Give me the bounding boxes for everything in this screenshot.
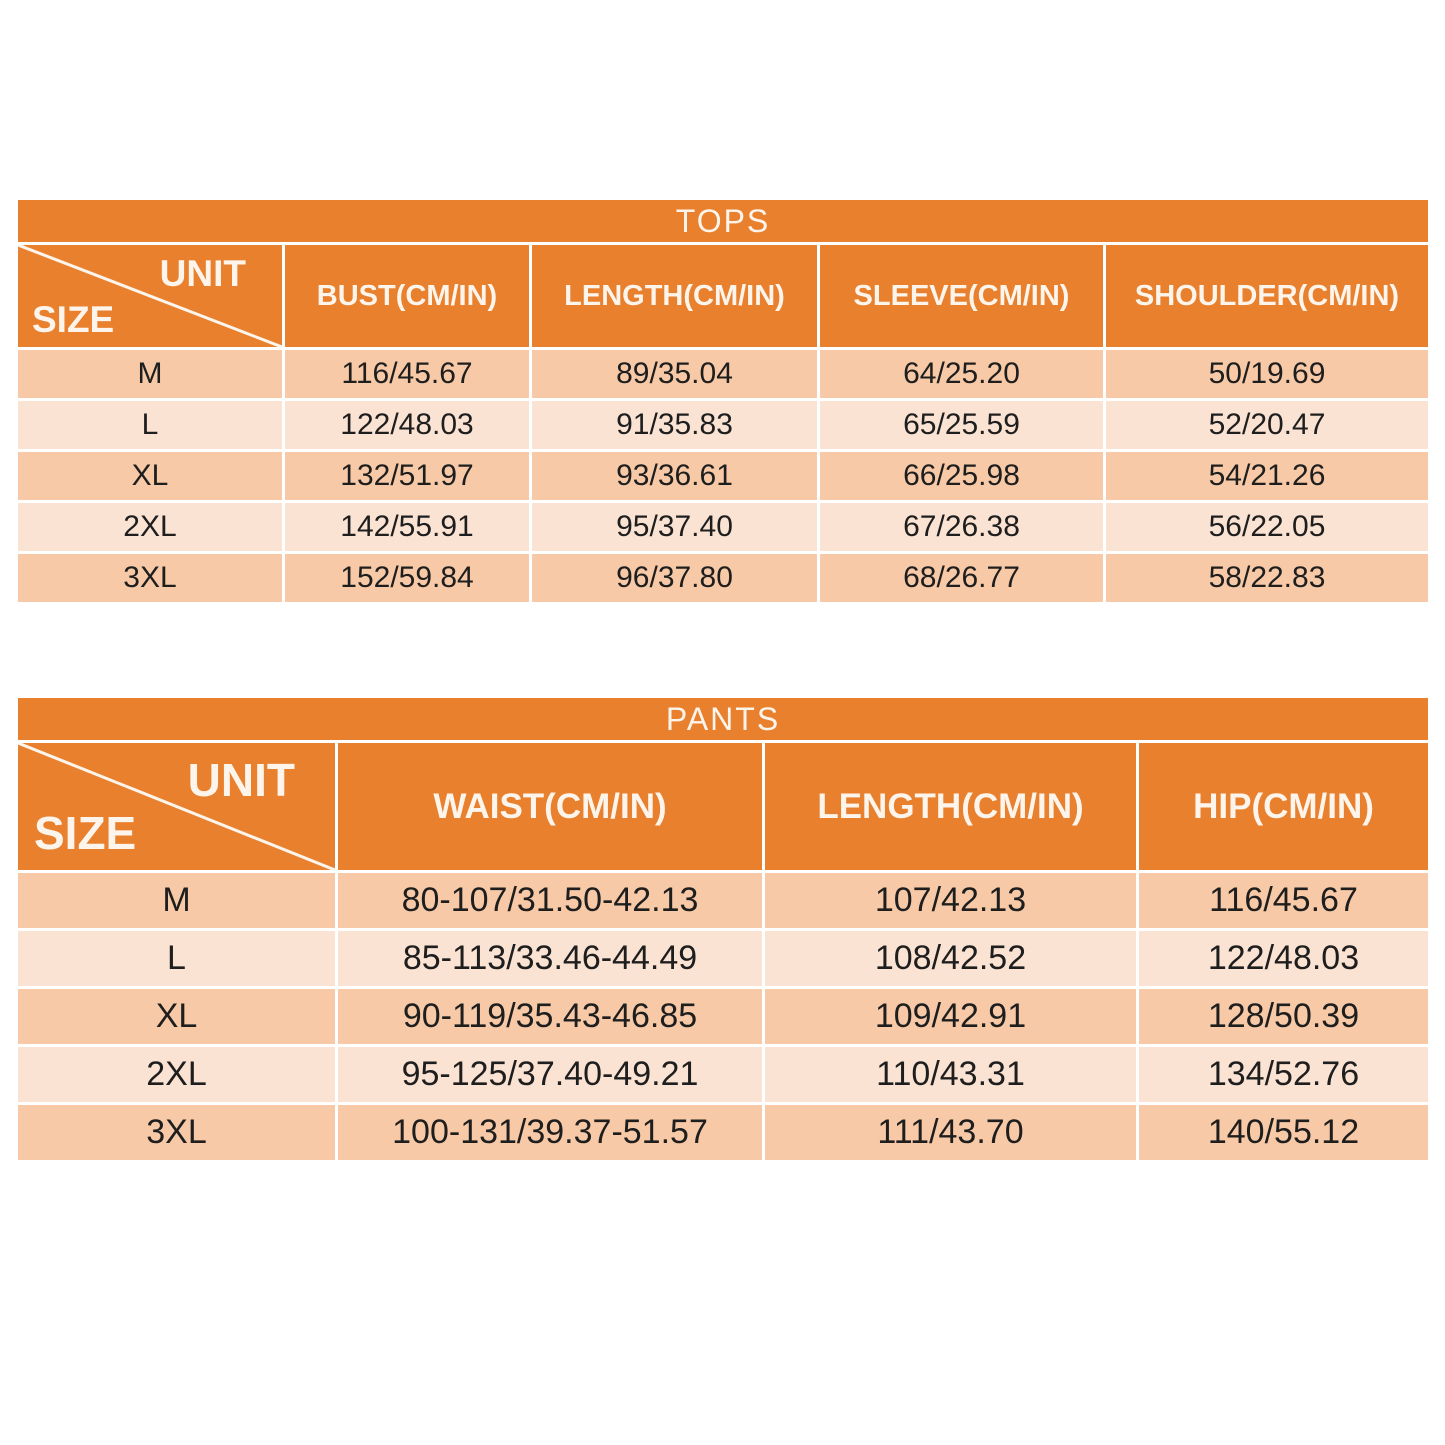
table-cell: 95/37.40 [532,503,817,551]
tops-row-label-m: M [18,350,282,398]
table-cell: 111/43.70 [765,1105,1136,1160]
tops-corner-cell [18,245,282,347]
tops-size-label: SIZE [32,299,115,340]
tops-row-label-xl: XL [18,452,282,500]
pants-table-title: PANTS [18,698,1428,740]
table-cell: 109/42.91 [765,989,1136,1044]
table-cell: 50/19.69 [1106,350,1428,398]
tops-row-label-2xl: 2XL [18,503,282,551]
table-cell: 96/37.80 [532,554,817,602]
pants-row-label-xl: XL [18,989,335,1044]
table-cell: 85-113/33.46-44.49 [338,931,762,986]
tops-row-label-l: L [18,401,282,449]
table-cell: 52/20.47 [1106,401,1428,449]
table-cell: 132/51.97 [285,452,529,500]
table-cell: 58/22.83 [1106,554,1428,602]
pants-col-header-waist: WAIST(CM/IN) [338,743,762,870]
pants-table-grid [18,743,1428,1160]
table-cell: 108/42.52 [765,931,1136,986]
table-cell: 134/52.76 [1139,1047,1428,1102]
table-cell: 68/26.77 [820,554,1103,602]
tops-row-label-3xl: 3XL [18,554,282,602]
tops-unit-label: UNIT [159,253,246,294]
tops-col-header-length: LENGTH(CM/IN) [532,245,817,347]
pants-row-label-m: M [18,873,335,928]
pants-size-table [18,698,1428,1160]
table-cell: 142/55.91 [285,503,529,551]
table-cell: 91/35.83 [532,401,817,449]
tops-table-title: TOPS [18,200,1428,242]
tops-col-header-bust: BUST(CM/IN) [285,245,529,347]
table-cell: 54/21.26 [1106,452,1428,500]
table-cell: 140/55.12 [1139,1105,1428,1160]
pants-row-label-l: L [18,931,335,986]
tops-col-header-sleeve: SLEEVE(CM/IN) [820,245,1103,347]
table-cell: 67/26.38 [820,503,1103,551]
table-cell: 116/45.67 [1139,873,1428,928]
pants-col-header-hip: HIP(CM/IN) [1139,743,1428,870]
table-cell: 66/25.98 [820,452,1103,500]
table-cell: 107/42.13 [765,873,1136,928]
table-cell: 56/22.05 [1106,503,1428,551]
pants-corner-cell [18,743,335,870]
table-cell: 122/48.03 [1139,931,1428,986]
table-cell: 95-125/37.40-49.21 [338,1047,762,1102]
pants-row-label-3xl: 3XL [18,1105,335,1160]
table-cell: 152/59.84 [285,554,529,602]
table-cell: 116/45.67 [285,350,529,398]
table-cell: 64/25.20 [820,350,1103,398]
table-cell: 89/35.04 [532,350,817,398]
table-cell: 128/50.39 [1139,989,1428,1044]
pants-unit-label: UNIT [187,754,295,806]
tops-table-grid [18,245,1428,602]
pants-row-label-2xl: 2XL [18,1047,335,1102]
tops-col-header-shoulder: SHOULDER(CM/IN) [1106,245,1428,347]
table-cell: 93/36.61 [532,452,817,500]
table-cell: 110/43.31 [765,1047,1136,1102]
pants-size-label: SIZE [34,807,137,859]
table-cell: 65/25.59 [820,401,1103,449]
tops-size-table [18,200,1428,602]
table-cell: 122/48.03 [285,401,529,449]
table-cell: 100-131/39.37-51.57 [338,1105,762,1160]
table-cell: 90-119/35.43-46.85 [338,989,762,1044]
pants-col-header-length: LENGTH(CM/IN) [765,743,1136,870]
table-cell: 80-107/31.50-42.13 [338,873,762,928]
